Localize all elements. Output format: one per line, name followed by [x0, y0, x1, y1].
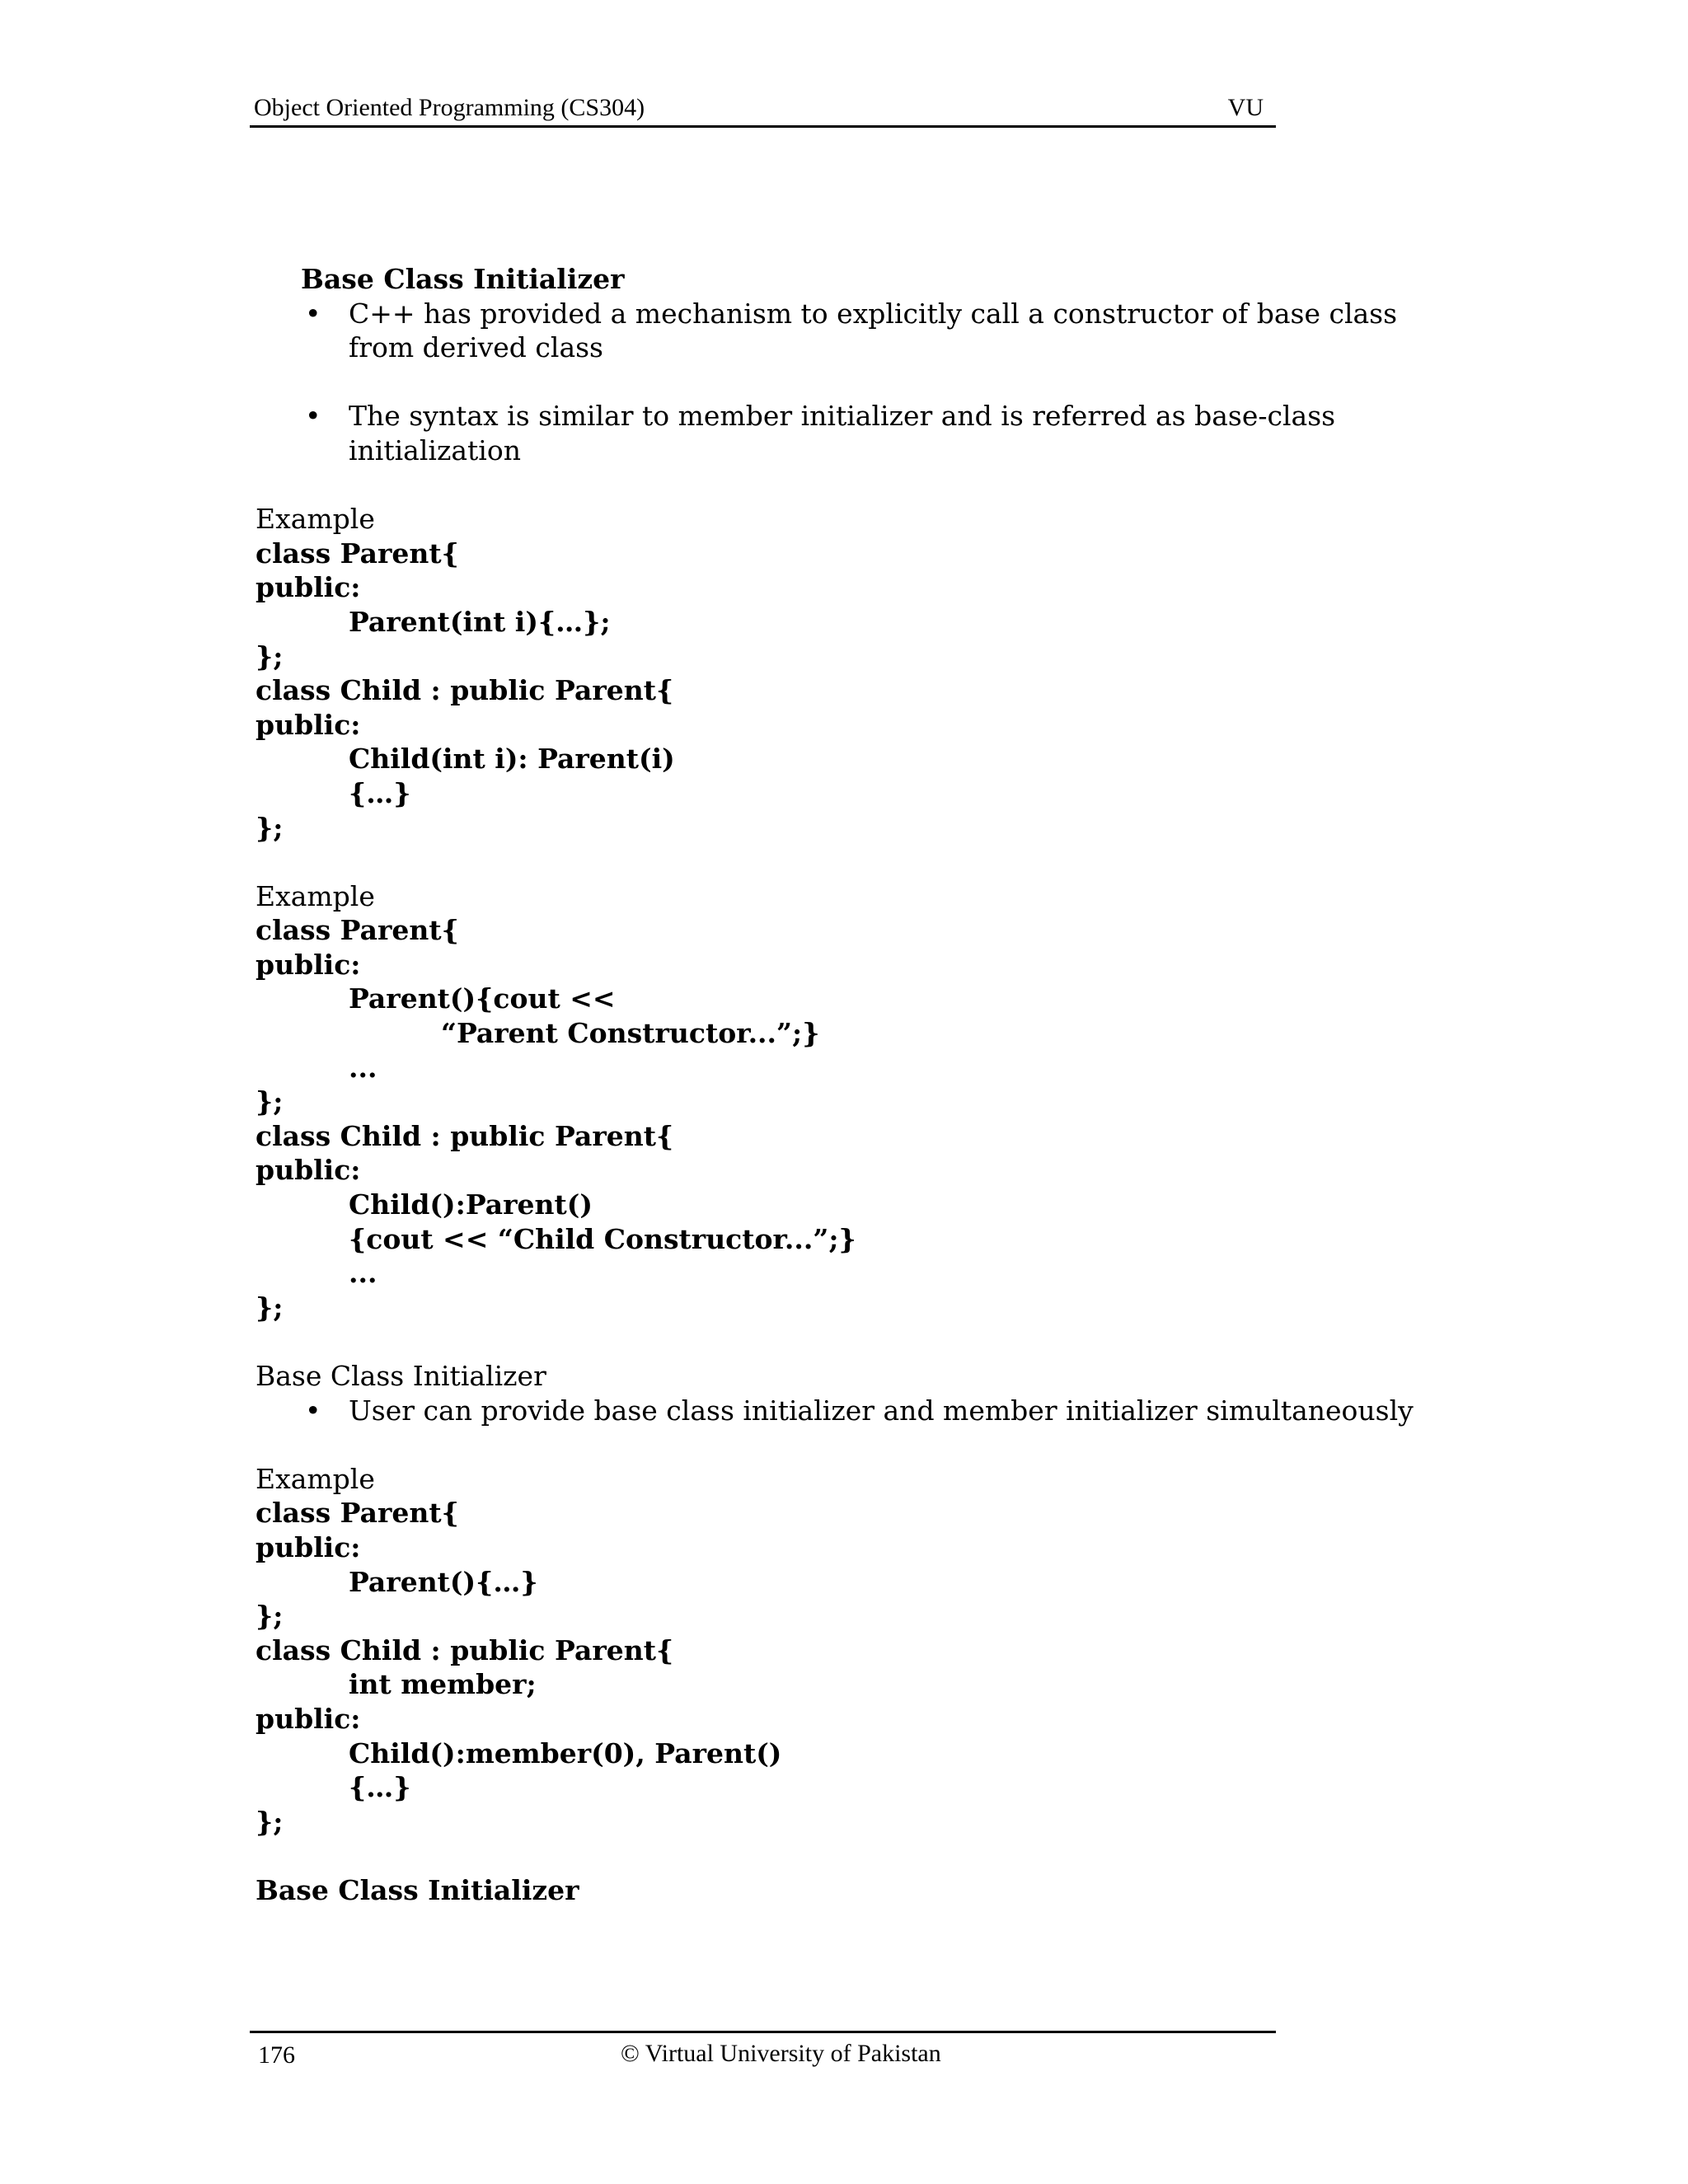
- code-line: public:: [256, 708, 361, 741]
- code-line: Parent(int i){…};: [349, 605, 611, 638]
- code-line: Child(int i): Parent(i): [349, 743, 675, 776]
- example-label: Example: [256, 1462, 375, 1495]
- code-line: Parent(){cout <<: [349, 982, 616, 1015]
- page-header: [250, 89, 1276, 128]
- code-line: Child():member(0), Parent(): [349, 1736, 782, 1769]
- code-line: public:: [256, 1702, 361, 1735]
- code-line: public:: [256, 1530, 361, 1563]
- course-title: Object Oriented Programming (CS304): [254, 94, 645, 121]
- section-title: Base Class Initializer: [256, 1360, 546, 1392]
- code-line: {cout << “Child Constructor...”;}: [349, 1222, 856, 1255]
- bullet-item: [256, 1394, 1414, 1428]
- code-line: class Child : public Parent{: [256, 674, 674, 707]
- bullet-text-line: User can provide base class initializer and member initializer simultaneously: [349, 1394, 1414, 1427]
- bullet-text-line: from derived class: [349, 331, 603, 364]
- code-line: Child():Parent(): [349, 1188, 593, 1221]
- bullet-text-line: initialization: [349, 434, 521, 466]
- code-line: class Parent{: [256, 537, 459, 569]
- bullet-item: [256, 297, 1398, 365]
- page-number: 176: [258, 2041, 295, 2069]
- code-line: ...: [349, 1257, 377, 1290]
- page-content: [256, 262, 1414, 1908]
- bullet-icon: •: [305, 400, 321, 433]
- code-line: };: [256, 1085, 284, 1118]
- code-line: class Parent{: [256, 914, 459, 947]
- example-label: Example: [256, 879, 375, 912]
- section-title: Base Class Initializer: [256, 1873, 579, 1906]
- code-line: };: [256, 640, 284, 673]
- code-line: {…}: [349, 776, 411, 809]
- code-line: class Parent{: [256, 1497, 459, 1530]
- example-label: Example: [256, 503, 375, 536]
- code-line: “Parent Constructor...”;}: [441, 1017, 820, 1050]
- code-line: public:: [256, 571, 361, 604]
- copyright-text: © Virtual University of Pakistan: [621, 2040, 941, 2067]
- bullet-icon: •: [305, 297, 321, 330]
- code-line: Parent(){…}: [349, 1565, 538, 1598]
- section-title: Base Class Initializer: [301, 263, 625, 295]
- code-line: };: [256, 1291, 284, 1324]
- code-line: public:: [256, 948, 361, 981]
- code-line: };: [256, 1805, 284, 1838]
- bullet-text-line: The syntax is similar to member initializer and is referred as base-class: [349, 400, 1336, 433]
- code-line: };: [256, 811, 284, 844]
- code-line: class Child : public Parent{: [256, 1633, 674, 1666]
- code-line: class Child : public Parent{: [256, 1119, 674, 1152]
- bullet-item: [256, 399, 1336, 467]
- code-block: [256, 913, 1327, 1324]
- code-block: [256, 537, 1327, 845]
- code-line: public:: [256, 1154, 361, 1187]
- page-footer: [250, 2031, 1276, 2069]
- code-line: ...: [349, 1051, 377, 1084]
- bullet-text-line: C++ has provided a mechanism to explicitly call a constructor of base class: [349, 297, 1398, 330]
- code-line: {…}: [349, 1771, 411, 1804]
- institution-abbrev: VU: [1227, 94, 1264, 121]
- bullet-icon: •: [305, 1394, 321, 1427]
- code-line: };: [256, 1600, 284, 1633]
- code-block: [256, 1496, 1327, 1839]
- code-line: int member;: [349, 1668, 537, 1701]
